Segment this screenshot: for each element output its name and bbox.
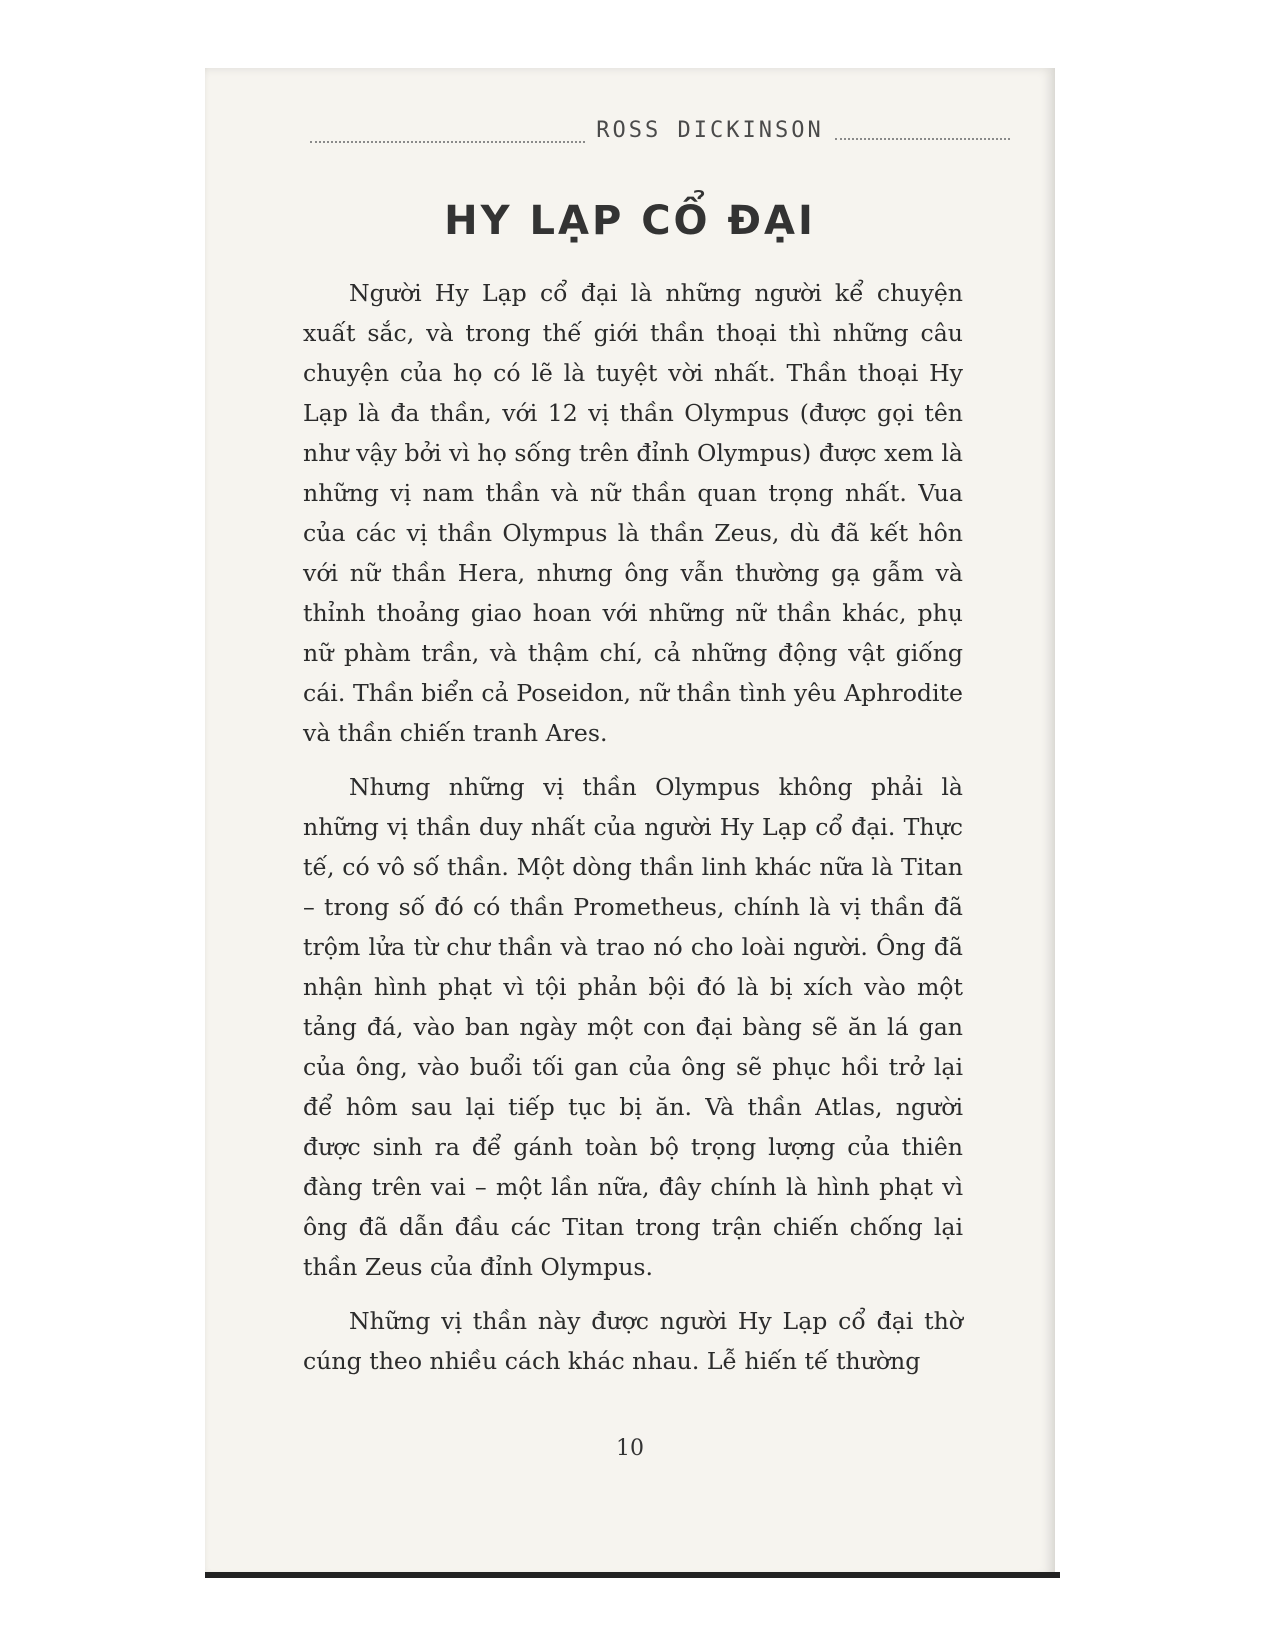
running-head — [310, 118, 1010, 152]
running-head-author: ROSS DICKINSON — [596, 118, 824, 143]
paragraph-1: Người Hy Lạp cổ đại là những người kể chuyện xuất sắc, và trong thế giới thần thoại thì những câu chuyện của họ có lẽ là tuyệt vời nhất. Thần thoại Hy Lạp là đa thần, với 12 vị thần Olympus (được gọi tên như vậy bởi vì họ sống trên đỉnh Olympus) được xem là những vị nam thần và nữ thần quan trọng nhất. Vua của các vị thần Olympus là thần Zeus, dù đã kết hôn với nữ thần Hera, nhưng ông vẫn thường gạ gẫm và thỉnh thoảng giao hoan với những nữ thần khác, phụ nữ phàm trần, và thậm chí, cả những động vật giống cái. Thần biển cả Poseidon, nữ thần tình yêu Aphrodite và thần chiến tranh Ares. — [303, 279, 963, 747]
body-text — [303, 273, 963, 1395]
book-page — [205, 68, 1055, 1578]
running-head-rule-left — [310, 141, 585, 143]
page-bottom-edge — [205, 1572, 1060, 1578]
paragraph-2: Nhưng những vị thần Olympus không phải là những vị thần duy nhất của người Hy Lạp cổ đại. Thực tế, có vô số thần. Một dòng thần linh khác nữa là Titan – trong số đó có thần Prometheus, chính là vị thần đã trộm lửa từ chư thần và trao nó cho loài người. Ông đã nhận hình phạt vì tội phản bội đó là bị xích vào một tảng đá, vào ban ngày một con đại bàng sẽ ăn lá gan của ông, vào buổi tối gan của ông sẽ phục hồi trở lại để hôm sau lại tiếp tục bị ăn. Và thần Atlas, người được sinh ra để gánh toàn bộ trọng lượng của thiên đàng trên vai – một lần nữa, đây chính là hình phạt vì ông đã dẫn đầu các Titan trong trận chiến chống lại thần Zeus của đỉnh Olympus. — [303, 773, 963, 1281]
paragraph-3: Những vị thần này được người Hy Lạp cổ đại thờ cúng theo nhiều cách khác nhau. Lễ hiến tế thường — [303, 1307, 963, 1375]
page-number: 10 — [616, 1436, 644, 1461]
chapter-title: HY LẠP CỔ ĐẠI — [444, 198, 816, 244]
running-head-rule-right — [835, 138, 1010, 140]
